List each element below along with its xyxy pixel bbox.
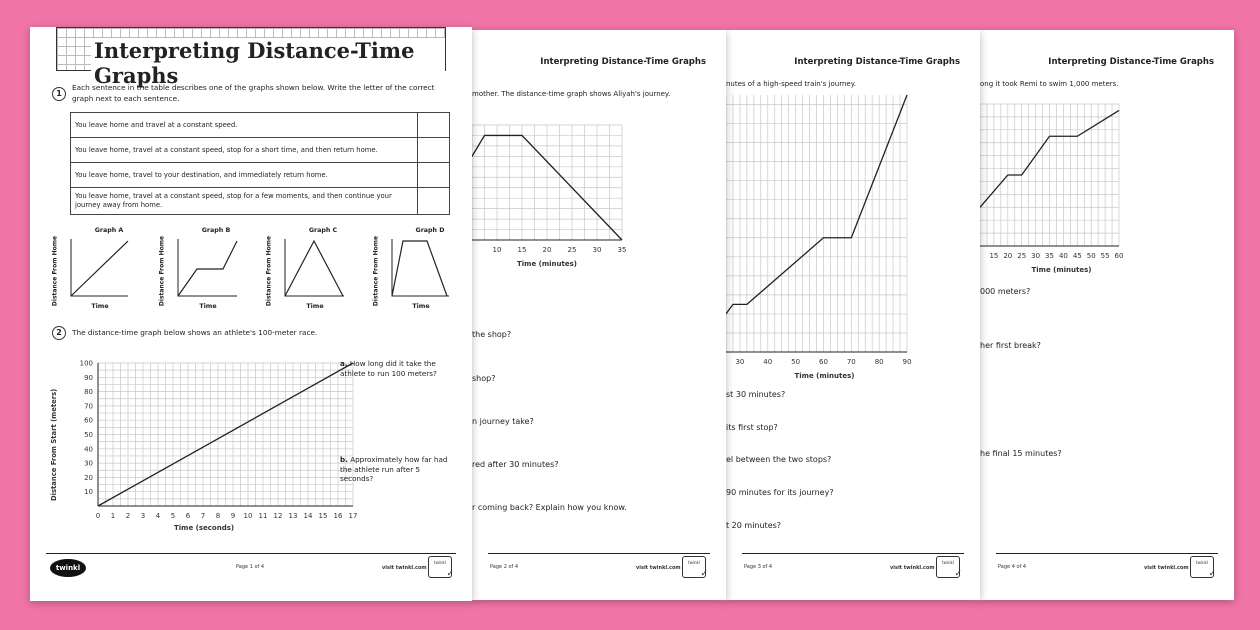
x-tick-label: 60 bbox=[819, 358, 828, 366]
graph-y-label: Distance From Home bbox=[265, 235, 273, 307]
quality-badge-icon: twinkl ✓ bbox=[682, 556, 706, 578]
visit-link[interactable]: visit twinkl.com bbox=[636, 565, 681, 571]
page-number: Page 2 of 4 bbox=[490, 564, 519, 570]
table-cell-sentence: You leave home, travel at a constant speed, stop for a few moments, and then continue your journey away from home. bbox=[71, 188, 418, 215]
answer-cell[interactable] bbox=[418, 163, 450, 188]
x-tick-label: 55 bbox=[1100, 252, 1110, 260]
page-header-title: Interpreting Distance-Time Graphs bbox=[540, 57, 706, 67]
x-tick-label: 50 bbox=[1086, 252, 1096, 260]
x-tick-label: 13 bbox=[288, 512, 298, 520]
x-tick-label: 0 bbox=[95, 512, 101, 520]
graph-d-line bbox=[392, 241, 447, 296]
x-tick-label: 35 bbox=[1045, 252, 1054, 260]
graph-b-plot bbox=[177, 235, 239, 299]
x-tick-label: 35 bbox=[617, 246, 627, 254]
question-number-badge: 1 bbox=[52, 87, 66, 101]
answer-cell[interactable] bbox=[418, 138, 450, 163]
matching-table bbox=[70, 112, 450, 215]
graph-b bbox=[159, 227, 255, 317]
table-row bbox=[71, 113, 450, 138]
x-tick-label: 17 bbox=[348, 512, 358, 520]
x-tick-label: 8 bbox=[215, 512, 221, 520]
x-tick-label: 25 bbox=[1017, 252, 1027, 260]
x-tick-label: 12 bbox=[273, 512, 283, 520]
graph-title: Graph A bbox=[94, 227, 124, 234]
graph-a-line bbox=[71, 241, 128, 296]
x-tick-label: 20 bbox=[1003, 252, 1013, 260]
worksheet-page-2 bbox=[472, 30, 726, 600]
question-text: her first break? bbox=[980, 341, 1041, 350]
x-tick-label: 10 bbox=[492, 246, 502, 254]
title-banner bbox=[56, 27, 446, 89]
x-tick-label: 4 bbox=[155, 512, 161, 520]
x-tick-label: 3 bbox=[140, 512, 146, 520]
answer-cell[interactable] bbox=[418, 188, 450, 215]
page-number: Page 1 of 4 bbox=[236, 564, 265, 570]
page-intro-text: ong it took Remi to swim 1,000 meters. bbox=[980, 80, 1119, 88]
twinkl-logo: twinkl bbox=[50, 559, 86, 577]
worksheet-page-1 bbox=[30, 27, 472, 601]
x-tick-label: 40 bbox=[1058, 252, 1068, 260]
x-tick-label: 30 bbox=[1031, 252, 1041, 260]
visit-link[interactable]: visit twinkl.com bbox=[1144, 565, 1189, 571]
x-tick-label: 15 bbox=[318, 512, 328, 520]
page-header-title: Interpreting Distance-Time Graphs bbox=[1048, 57, 1214, 67]
chart-x-axis-title: Time (seconds) bbox=[174, 524, 235, 532]
table-row bbox=[71, 163, 450, 188]
table-row bbox=[71, 138, 450, 163]
x-tick-label: 20 bbox=[542, 246, 552, 254]
x-tick-label: 7 bbox=[200, 512, 206, 520]
page-intro-text: nutes of a high-speed train's journey. bbox=[726, 80, 857, 88]
page-number: Page 3 of 4 bbox=[744, 564, 773, 570]
graph-title: Graph C bbox=[308, 227, 338, 234]
y-tick-label: 30 bbox=[84, 459, 93, 468]
graph-x-label: Time bbox=[91, 303, 109, 310]
page-footer bbox=[488, 553, 710, 583]
x-tick-label: 1 bbox=[110, 512, 116, 520]
quality-badge-icon: twinkl ✓ bbox=[1190, 556, 1214, 578]
graph-y-label: Distance From Home bbox=[158, 235, 166, 307]
question-1-instructions: Each sentence in the table describes one of the graphs shown below. Write the letter of the correct graph next to each sentence. bbox=[72, 83, 435, 103]
distance-time-chart-swim bbox=[980, 90, 1234, 290]
x-tick-label: 60 bbox=[1114, 252, 1124, 260]
y-tick-label: 70 bbox=[84, 402, 93, 411]
x-tick-label: 10 bbox=[243, 512, 253, 520]
y-tick-label: 60 bbox=[84, 416, 93, 425]
x-tick-label: 30 bbox=[735, 358, 745, 366]
x-tick-label: 14 bbox=[303, 512, 313, 520]
graph-d bbox=[373, 227, 469, 317]
x-tick-label: 15 bbox=[989, 252, 999, 260]
x-tick-label: 45 bbox=[1072, 252, 1082, 260]
question-2-instructions: The distance-time graph below shows an athlete's 100-meter race. bbox=[72, 328, 318, 337]
graph-title: Graph D bbox=[415, 227, 445, 234]
question-text: the shop? bbox=[472, 330, 512, 339]
page-title: Interpreting Distance-Time Graphs bbox=[91, 38, 445, 88]
table-cell-sentence: You leave home, travel to your destination, and immediately return home. bbox=[71, 163, 418, 188]
table-cell-sentence: You leave home and travel at a constant speed. bbox=[71, 113, 418, 138]
graph-c-plot bbox=[284, 235, 346, 299]
y-tick-label: 40 bbox=[84, 445, 93, 454]
graph-d-plot bbox=[391, 235, 451, 299]
graph-title: Graph B bbox=[201, 227, 231, 234]
worksheet-page-4 bbox=[980, 30, 1234, 600]
x-axis-title: Time (minutes) bbox=[1031, 266, 1092, 274]
question-text: red after 30 minutes? bbox=[472, 460, 559, 469]
graph-b-line bbox=[178, 241, 237, 296]
question-text: 000 meters? bbox=[980, 287, 1031, 296]
x-tick-label: 11 bbox=[258, 512, 268, 520]
graph-x-label: Time bbox=[412, 303, 430, 310]
graph-y-label: Distance From Home bbox=[51, 235, 59, 307]
y-tick-label: 20 bbox=[84, 473, 93, 482]
x-tick-label: 15 bbox=[517, 246, 527, 254]
x-tick-label: 30 bbox=[592, 246, 602, 254]
distance-time-chart-journey bbox=[472, 110, 726, 290]
table-row bbox=[71, 188, 450, 215]
x-tick-label: 70 bbox=[846, 358, 856, 366]
graph-y-label: Distance From Home bbox=[372, 235, 380, 307]
x-axis-title: Time (minutes) bbox=[517, 260, 577, 268]
question-text: r coming back? Explain how you know. bbox=[472, 503, 627, 512]
y-tick-label: 80 bbox=[84, 388, 93, 397]
x-tick-label: 2 bbox=[125, 512, 131, 520]
graph-x-label: Time bbox=[199, 303, 217, 310]
x-tick-label: 90 bbox=[902, 358, 912, 366]
graph-a-plot bbox=[70, 235, 130, 299]
y-tick-label: 90 bbox=[84, 373, 93, 382]
question-text: its first stop? bbox=[726, 423, 778, 432]
page-header-title: Interpreting Distance-Time Graphs bbox=[794, 57, 960, 67]
y-tick-label: 10 bbox=[84, 488, 93, 497]
x-tick-label: 25 bbox=[567, 246, 577, 254]
page-footer bbox=[46, 553, 456, 583]
graph-a bbox=[52, 227, 148, 317]
chart-y-axis-title: Distance From Start (meters) bbox=[50, 388, 58, 501]
y-tick-label: 100 bbox=[79, 359, 93, 368]
graph-c bbox=[266, 227, 362, 317]
question-text: el between the two stops? bbox=[726, 455, 832, 464]
x-tick-label: 6 bbox=[185, 512, 191, 520]
table-cell-sentence: You leave home, travel at a constant speed, stop for a short time, and then return home. bbox=[71, 138, 418, 163]
page-number: Page 4 of 4 bbox=[998, 564, 1027, 570]
question-number-badge: 2 bbox=[52, 326, 66, 340]
quality-badge-icon: twinkl ✓ bbox=[936, 556, 960, 578]
question-text: he final 15 minutes? bbox=[980, 449, 1062, 458]
x-tick-label: 50 bbox=[791, 358, 801, 366]
question-text: n journey take? bbox=[472, 417, 534, 426]
question-text: t 20 minutes? bbox=[726, 521, 782, 530]
graph-c-line bbox=[285, 241, 343, 296]
question-text: st 30 minutes? bbox=[726, 390, 786, 399]
question-text: shop? bbox=[472, 374, 496, 383]
question-text: 90 minutes for its journey? bbox=[726, 488, 834, 497]
x-axis-title: Time (minutes) bbox=[794, 372, 855, 380]
page-footer bbox=[742, 553, 964, 583]
distance-time-chart-train bbox=[726, 90, 980, 390]
visit-link[interactable]: visit twinkl.com bbox=[382, 565, 427, 571]
x-tick-label: 9 bbox=[230, 512, 236, 520]
worksheet-page-3 bbox=[726, 30, 980, 600]
graph-x-label: Time bbox=[306, 303, 324, 310]
x-tick-label: 16 bbox=[333, 512, 343, 520]
answer-cell[interactable] bbox=[418, 113, 450, 138]
x-tick-label: 40 bbox=[763, 358, 773, 366]
quality-badge-icon: twinkl ✓ bbox=[428, 556, 452, 578]
x-tick-label: 5 bbox=[170, 512, 176, 520]
visit-link[interactable]: visit twinkl.com bbox=[890, 565, 935, 571]
question-2a: a. How long did it take the athlete to run 100 meters? bbox=[340, 359, 437, 378]
x-tick-label: 80 bbox=[874, 358, 884, 366]
page-intro-text: mother. The distance-time graph shows Aliyah's journey. bbox=[472, 90, 671, 98]
y-tick-label: 50 bbox=[84, 431, 93, 439]
page-footer bbox=[996, 553, 1218, 583]
question-2b: b. Approximately how far had the athlete run after 5 seconds? bbox=[340, 455, 448, 484]
